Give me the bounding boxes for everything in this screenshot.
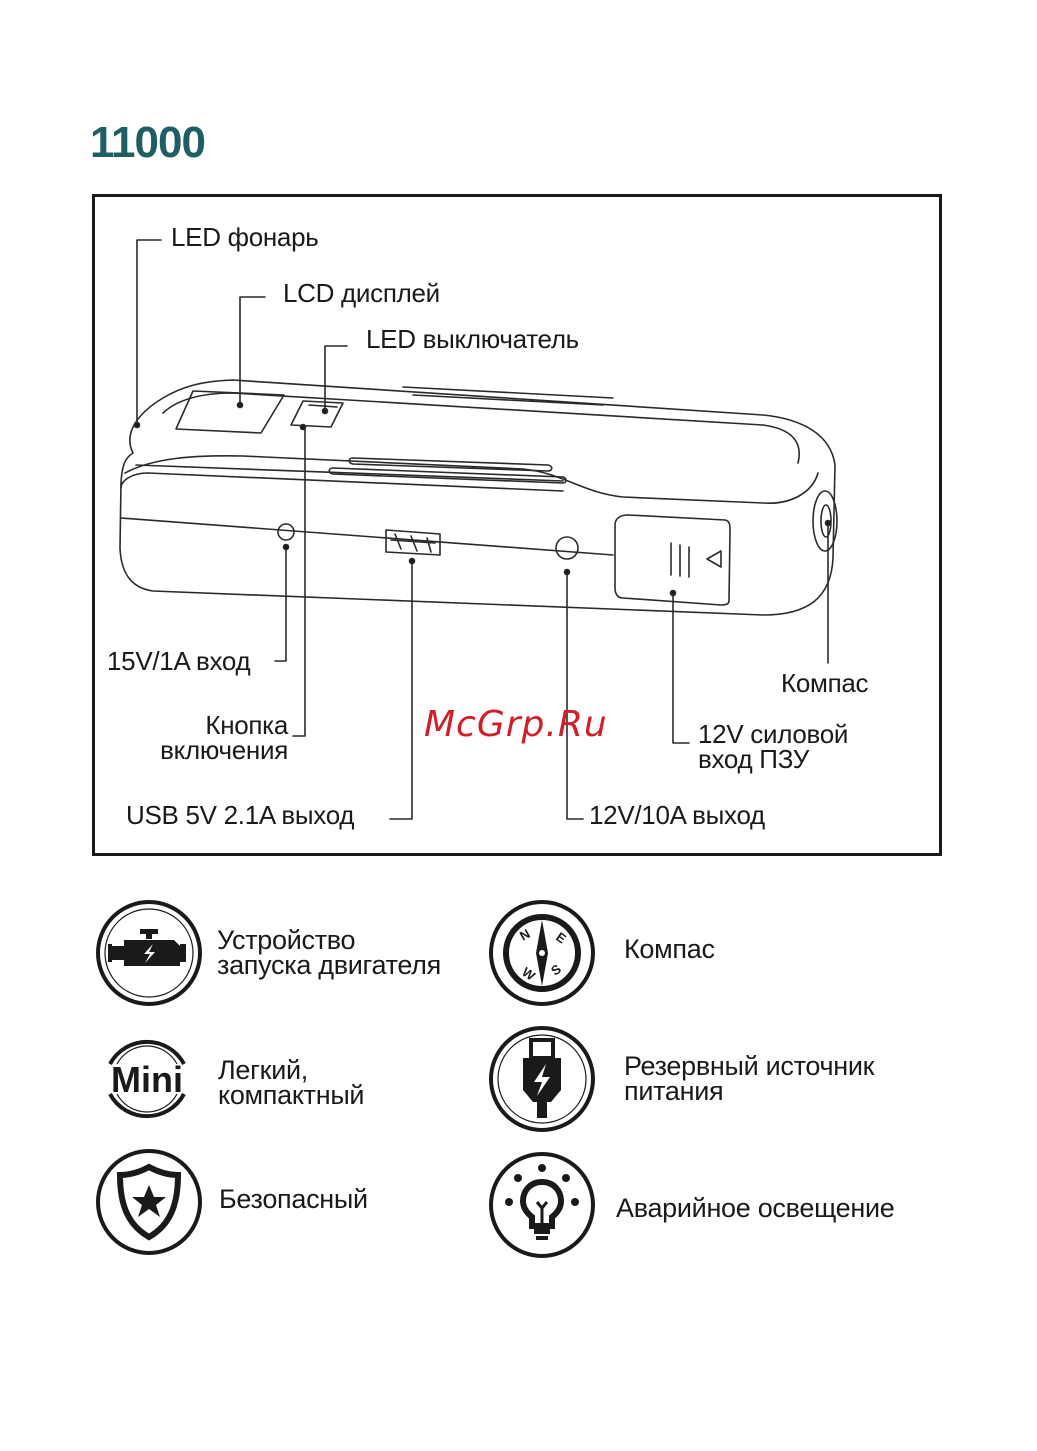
mini-icon-text: Mini [111,1059,183,1100]
charger-input-line-2: вход ПЗУ [698,744,810,774]
callout-15v-input: 15V/1A вход [107,646,251,676]
model-title: 11000 [90,118,205,167]
callout-power-button [145,710,288,765]
usb-plug-icon [487,1024,597,1134]
feature-compass: Компас [624,934,715,964]
feature-emergency-light: Аварийное освещение [616,1193,895,1223]
watermark: McGrp.Ru [424,704,608,745]
callout-lcd-display: LCD дисплей [283,278,440,308]
feature-lightweight-line-2: компактный [218,1080,365,1110]
compass-letter-w: W [519,964,538,984]
feature-engine-start-line-1: Устройство [217,925,356,955]
callout-led-flashlight: LED фонарь [171,222,319,252]
feature-engine-start-line-2: запуска двигателя [217,950,441,980]
feature-safe: Безопасный [219,1184,368,1214]
engine-icon [94,898,204,1008]
feature-backup-power-line-2: питания [624,1076,724,1106]
lightbulb-icon [487,1150,597,1260]
callout-usb-output: USB 5V 2.1A выход [126,800,355,830]
product-diagram [92,194,942,856]
feature-lightweight-line-1: Легкий, [218,1055,308,1085]
callout-compass: Компас [781,668,869,698]
feature-engine-start [217,925,441,980]
callout-12v-output: 12V/10A выход [589,800,765,830]
charger-input-line-1: 12V силовой [698,719,849,749]
compass-icon [487,898,597,1008]
shield-star-icon [94,1147,204,1257]
feature-backup-power-line-1: Резервный источник [624,1051,875,1081]
feature-backup-power [624,1051,875,1106]
feature-lightweight [218,1055,365,1110]
power-button-line-1: Кнопка [205,710,288,740]
callout-charger-input [698,719,849,774]
mini-icon [92,1024,202,1134]
callout-led-switch: LED выключатель [366,324,579,354]
compass-letter-e: E [553,929,569,947]
compass-letter-n: N [517,925,533,944]
power-button-line-2: включения [160,735,288,765]
compass-letter-s: S [548,961,564,979]
